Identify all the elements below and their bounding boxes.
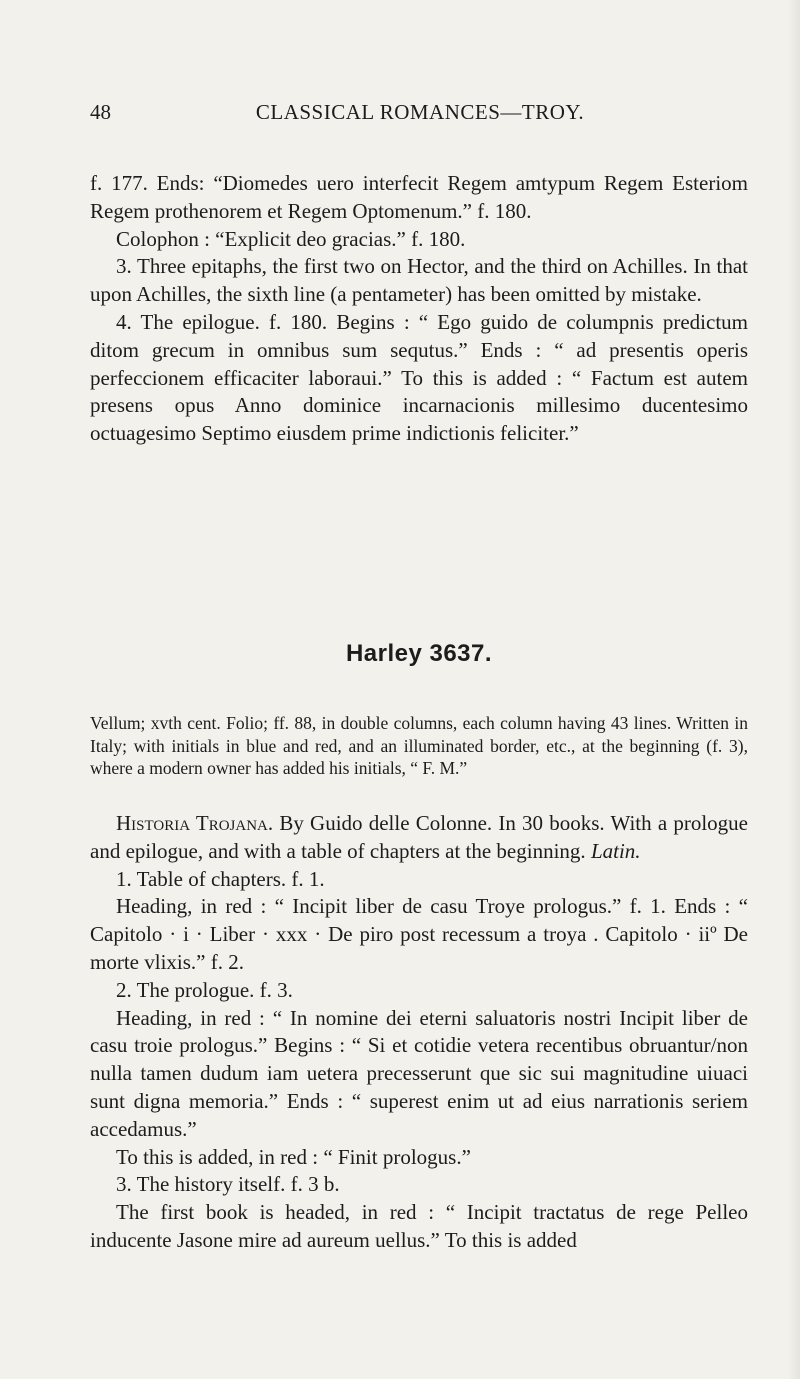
paragraph: To this is added, in red : “ Finit prologus.”	[116, 1144, 471, 1169]
paragraph: The first book is headed, in red : “ Incipit tractatus de rege Pelleo inducente Jasone mire ad aureum uellus.” To this is added	[90, 1200, 748, 1252]
contents-text	[90, 810, 748, 1255]
language-label: Latin.	[590, 838, 641, 863]
paragraph: Heading, in red : “ Incipit liber de casu Troye prologus.” f. 1. Ends : “ Capitolo · i · Liber · xxx · De piro post recessum a troya . Capitolo · iiº De morte vlixis.” f. 2.	[90, 894, 748, 974]
work-title: Historia Trojana.	[116, 811, 274, 835]
paragraph: f. 177. Ends: “Diomedes uero interfecit Regem amtypum Regem Esteriom Regem prothenorem et Regem Optomenum.” f. 180.	[90, 171, 748, 223]
paragraph: 2. The prologue. f. 3.	[116, 977, 293, 1002]
paragraph: 1. Table of chapters. f. 1.	[116, 866, 325, 891]
manuscript-heading: Harley 3637.	[345, 640, 493, 667]
page-header	[90, 100, 750, 132]
page-edge-shadow	[788, 0, 800, 1379]
page-number: 48	[90, 100, 111, 124]
continuation-text	[90, 170, 748, 448]
intro-paragraph	[90, 810, 748, 866]
paragraph: Colophon : “Explicit deo gracias.” f. 180.	[116, 226, 466, 251]
paragraph: 4. The epilogue. f. 180. Begins : “ Ego guido de columpnis predictum ditom grecum in omnibus sum sequtus.” Ends : “ ad presentis operis perfeccionem efficaciter laboraui.” To this is added : “ Factum est autem presens opus Anno dominice incarnacionis millesimo ducentesimo octuagesimo Septimo eiusdem prime indictionis feliciter.”	[90, 309, 748, 446]
running-title: CLASSICAL ROMANCES—TROY.	[255, 100, 585, 124]
paragraph: 3. The history itself. f. 3 b.	[116, 1172, 340, 1197]
manuscript-description	[90, 712, 748, 780]
intro-text: By Guido delle Colonne. In 30 books. With a prologue and epilogue, and with a table of chapters at the beginning.	[90, 811, 748, 863]
description-paragraph: Vellum; xvth cent. Folio; ff. 88, in double columns, each column having 43 lines. Written in Italy; with initials in blue and red, and an illuminated border, etc., at the beginning (f. 3), where a modern owner has added his initials, “ F. M.”	[90, 713, 748, 779]
paragraph: 3. Three epitaphs, the first two on Hector, and the third on Achilles. In that upon Achilles, the sixth line (a pentameter) has been omitted by mistake.	[90, 254, 748, 307]
paragraph: Heading, in red : “ In nomine dei eterni saluatoris nostri Incipit liber de casu troie prologus.” Begins : “ Si et cotidie vetera recentibus obruantur/non nulla tamen dudum iam uetera precesserunt que sic sui magnitudine uiuaci sunt digna memoria.” Ends : “ superest enim ut ad eius narrationis seriem accedamus.”	[90, 1005, 748, 1141]
